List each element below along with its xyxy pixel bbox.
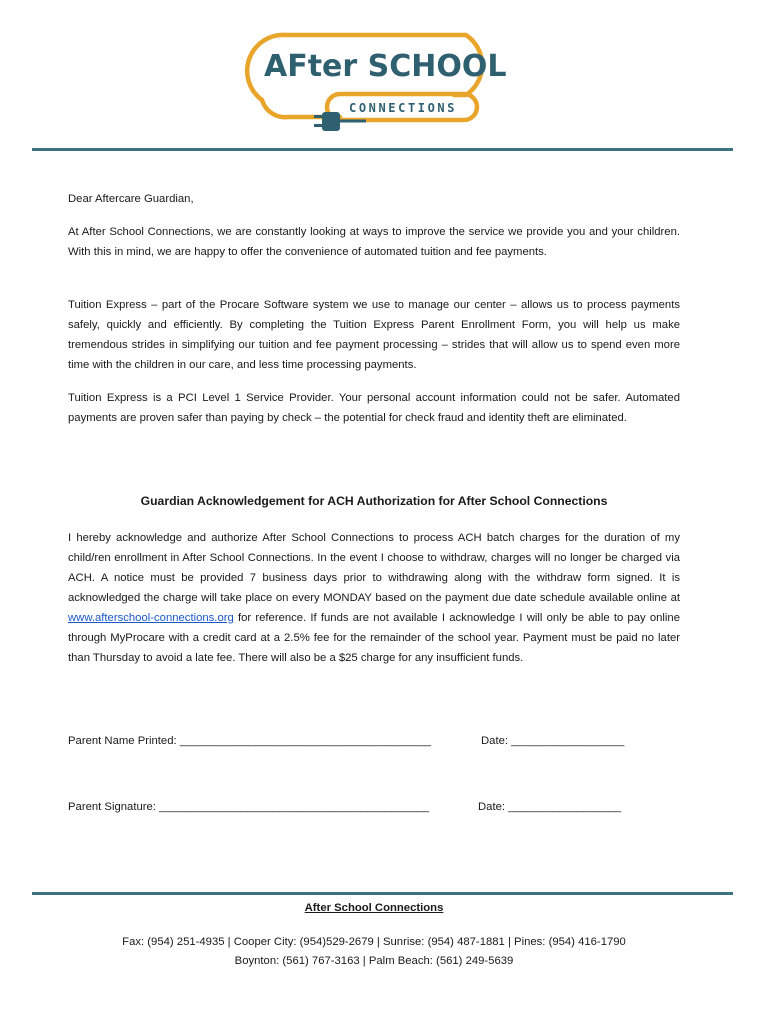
letter-paragraph-security [68,388,680,428]
letter-greeting: Dear Aftercare Guardian, [68,193,194,205]
footer-title: After School Connections [304,902,444,914]
signature-date-field[interactable]: Date: __________________ [478,801,622,813]
brand-logo [244,32,506,140]
paragraph-text: Tuition Express is a PCI Level 1 Service Provider. Your personal account information could not be safer. Automated payments are proven safer than paying by check – the potential for check fraud and identity theft are eliminated. [68,392,680,424]
logo-subtitle: CONNECTIONS [349,101,458,115]
website-link[interactable]: www.afterschool-connections.org [68,612,234,624]
footer-contact-line-2: Boynton: (561) 767-3163 | Palm Beach: (561) 249-5639 [234,955,514,967]
letter-paragraph-intro [68,222,680,262]
paragraph-text: Tuition Express – part of the Procare Software system we use to manage our center – allows us to process payments safely, quickly and efficiently. By completing the Tuition Express Parent Enrollment Form, you will help us make tremendous strides in simplifying our tuition and fee payment processing – strides that will allow us to spend even more time with the children in our care, and less time processing payments. [68,299,680,371]
ack-text-before: I hereby acknowledge and authorize After School Connections to process ACH batch charges for the duration of my child/ren enrollment in After School Connections. In the event I choose to withdraw, charges will no longer be charged via ACH. A notice must be provided 7 business days prior to withdrawing along with the withdraw form signed. It is acknowledged the charge will take place on every MONDAY based on the payment due date schedule available online at [68,532,680,604]
logo-graphic [244,32,506,140]
parent-signature-field[interactable]: Parent Signature: ___________________________________________ [68,801,430,813]
acknowledgement-heading: Guardian Acknowledgement for ACH Authorization for After School Connections [140,494,608,508]
acknowledgement-paragraph [68,528,680,668]
bottom-divider [32,892,733,895]
top-divider [32,148,733,151]
letter-paragraph-tuition-express [68,295,680,375]
ack-text-after: for reference. If funds are not available I acknowledge I will only be able to pay online through MyProcare with a credit card at a 2.5% fee for the remainder of the school year. Payment must be paid no later than Thursday to avoid a late fee. There will also be a $25 charge for any insufficient funds. [68,612,680,664]
paragraph-text: At After School Connections, we are constantly looking at ways to improve the service we provide you and your children. With this in mind, we are happy to offer the convenience of automated tuition and fee payments. [68,226,680,258]
logo-wordmark: AFter SCHOOL [264,49,506,84]
name-date-field[interactable]: Date: __________________ [481,735,625,747]
footer-contact-line-1: Fax: (954) 251-4935 | Cooper City: (954)529-2679 | Sunrise: (954) 487-1881 | Pines: (954) 416-1790 [122,936,626,948]
parent-name-field[interactable]: Parent Name Printed: ________________________________________ [68,735,432,747]
